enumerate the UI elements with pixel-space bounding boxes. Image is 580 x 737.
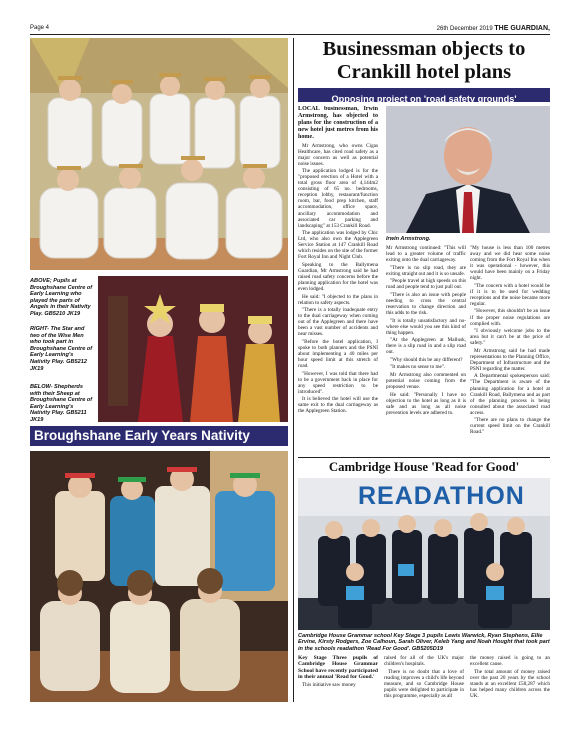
hotel-para: "I obviously welcome jobs to the area but it can't be at the price of safety." [470,328,550,347]
hotel-para: He said: "Personally I have no objection to the hotel as long as it is safe and as long as all noise prevention levels are adhered to. [386,391,466,416]
hotel-headline-line2: Crankill hotel plans [336,61,512,83]
hotel-para: "People travel at high speeds on this road and people tend to just pull out. [386,278,466,291]
shepherds-photo [30,451,288,702]
hotel-para: The application was lodged by Chic Ltd, who also own the Applegreen Service Station at 147 Crankill Road which resides on the site of the former Fort Royal Inn and Night Club. [298,230,378,261]
issue-date-line [437,25,550,32]
hotel-column-2 [386,245,466,454]
hotel-para: "Why should this be any different? [390,356,463,363]
cambridge-para: There is no doubt that a love of reading improves a child's life beyond measure, and so Cambridge House pupils were delighted to participate in this programme, especially as all [384,668,464,699]
readathon-sign: READATHON [358,482,525,510]
hotel-column-1 [298,106,378,454]
hotel-para: "At the Applegreen at Mallusk, there is a slip road in and a slip road out. [386,337,466,356]
issue-date: 26th December 2019 [436,26,493,32]
armstrong-photo [386,106,550,233]
paper-name: THE GUARDIAN, [494,25,550,32]
section-divider [298,457,550,458]
wise-men-caption: RIGHT- The Star and two of the Wise Men who took part in Broughshane Centre of Early Learning's Nativity Play. GB5212 JK19 [30,326,93,372]
cambridge-column-1 [298,655,378,702]
column-divider [293,38,294,702]
cambridge-lead: Key Stage Three pupils of Cambridge House Grammar School have recently participated in their annual 'Read for Good.' [298,655,378,681]
hotel-para: "However, I was told that there had to be a government back in place for any speed restriction to be introduced". [298,370,378,395]
angels-photo [30,38,288,270]
hotel-para: Mr Armstrong also commented on potential noise coming from the proposed venue. [386,371,466,390]
armstrong-caption: Irwin Armstrong. [386,236,431,242]
angels-caption: ABOVE; Pupils at Broughshane Centre of Early Learning who played the parts of Angels in their Nativity Play. GB5210 JK19 [30,278,93,317]
hotel-para: "The concern with a hotel would be if it is to be used for wedding receptions and the noise became more regular. [470,282,550,307]
cambridge-para: The total amount of money raised over the past 20 years by the school stands at an excellent £58,287 which has helped many children across the UK. [470,668,550,699]
hotel-para: "There is a totally inadequate entry to the dual carriageway when coming out of the Applegreen and there have been a vast number of accidents and near misses. [298,307,378,338]
hotel-lead: LOCAL businessman, Irwin Armstrong, has objected to plans for the construction of a new hotel just metres from his home. [298,106,378,140]
readathon-caption: Cambridge House Grammar school Key Stage 3 pupils Lewis Warwick, Ryan Stephens, Ellie Ervine, Kirsty Rodgers, Zoe Calhoun, Sarah Oliver, Keleb Yang and Noah Hought that took part in the schools readathon 'Read For Good'. GB5205D19 [298,633,550,652]
cambridge-para: raised for all of the UK's major children's hospitals. [384,655,464,668]
page-header [30,24,550,35]
nativity-banner-title: Broughshane Early Years Nativity [34,428,250,443]
hotel-para: Mr Armstrong said he had made representations to the Planning Office, Department of Infrastructure and the PSNI regarding the matter. [470,347,550,372]
hotel-column-3 [470,245,550,454]
hotel-para: He said: "I objected to the plans in relation to safety aspects. [298,293,378,306]
hotel-para: The application lodged is for the "proposed erection of a Hotel with a total gross floor area of 4,144m2 consisting of 65 no. bedrooms, reception lobby, restaurant/function room, bar, food prep kitchen, staff accommodation, office space, ancillary accommodation and associated car parking and landscaping" at 153 Crankill Road. [298,168,378,229]
hotel-para: "There is also an issue with people needing to cross the central reservation to change direction and this adds to the risk. [386,291,466,316]
cambridge-column-2 [384,655,464,702]
hotel-subhead-text: Opposing project on 'road safety grounds' [331,94,517,104]
page-number: Page 4 [30,25,50,31]
hotel-subhead [298,88,550,102]
hotel-headline-line1: Businessman objects to [322,38,526,60]
hotel-para: Mr Armstrong continued: "This will lead to a greater volume of traffic exiting onto the dual carriageway. [386,245,466,264]
hotel-para: "There is no slip road, they are exiting straight out and it is so unsafe. [386,264,466,277]
hotel-para: "It is totally unsatisfactory and no-where else would you see this kind of thing happen. [386,317,466,336]
cambridge-column-3 [470,655,550,702]
hotel-headline [298,38,550,84]
hotel-para: "However, this shouldn't be an issue if the proper noise regulations are complied with. [470,308,550,327]
hotel-para: Mr Armstrong, who owns Cigas Healthcare, has cited road safety as a major concern as well as potential noise issues. [298,142,378,167]
shepherds-caption: BELOW- Shepherds with their Sheep at Broughshane Centre of Early Learning's Nativity Play. GB5211 JK19 [30,384,93,423]
hotel-para: It is believed the hotel will use the same exit to the dual carriageway as the Applegreen Station. [298,396,378,415]
hotel-para: "My house is less than 100 metres away and we did hear some noise coming from the Fort Royal Inn when it was operational - however, this would have been mainly on a Friday night. [470,245,550,282]
hotel-para: A Departmental spokesperson said: "The Department is aware of the planning application for a hotel at Crankill Road, Ballymena and as part of the planning process is being consulted about the associated road access. [470,373,550,416]
cambridge-headline: Cambridge House 'Read for Good' [328,460,520,474]
hotel-para: "It makes no sense to me". [390,364,446,371]
hotel-para: Speaking to the Ballymena Guardian, Mr Armstrong said he had raised road safety concerns before the planning application for the hotel was even lodged. [298,261,378,293]
cambridge-para: the money raised is going to an excellent cause. [470,655,550,668]
hotel-para: "There are no plans to change the current speed limit on the Crankill Road." [470,417,550,436]
cambridge-para: This initiative saw money [302,682,356,689]
nativity-banner [30,426,288,446]
hotel-para: "Before the hotel application, I spoke to both planners and the PSNI about implementing a 40 miles per hour speed limit at this stretch of road. [298,338,378,370]
readathon-photo [298,478,550,630]
wise-men-photo [98,276,288,422]
